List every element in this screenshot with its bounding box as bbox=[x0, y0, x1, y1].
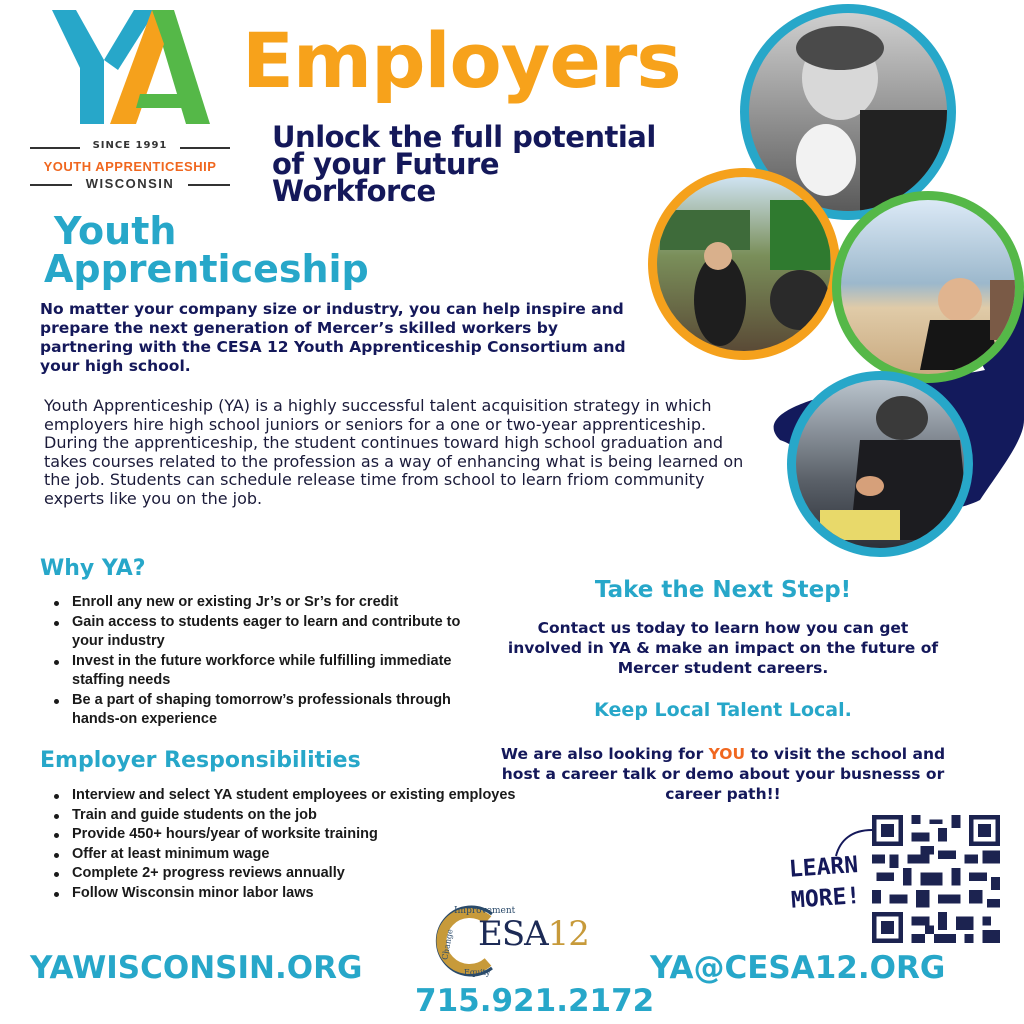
subtitle-line: Unlock the full potential bbox=[272, 120, 656, 154]
employer-responsibilities-heading: Employer Responsibilities bbox=[40, 748, 361, 773]
website-link[interactable]: YAWISCONSIN.ORG bbox=[30, 950, 363, 986]
cesa-number: 12 bbox=[547, 914, 589, 954]
page-subtitle bbox=[272, 120, 692, 208]
cesa-letters: ESA bbox=[478, 914, 548, 954]
ya-logo-icon bbox=[52, 8, 212, 126]
why-ya-heading: Why YA? bbox=[40, 556, 146, 581]
visit-text-you: YOU bbox=[708, 745, 746, 763]
list-item: Complete 2+ progress reviews annually bbox=[40, 864, 520, 884]
list-item: Gain access to students eager to learn and contribute to your industry bbox=[40, 613, 490, 652]
list-item: Invest in the future workforce while fulfilling immediate staffing needs bbox=[40, 652, 490, 691]
list-item: Follow Wisconsin minor labor laws bbox=[40, 884, 520, 904]
subtitle-line: Workforce bbox=[272, 174, 436, 208]
qr-code-icon[interactable] bbox=[872, 815, 1000, 943]
learn-more-line: LEARN bbox=[788, 852, 859, 883]
intro-body-paragraph: Youth Apprenticeship (YA) is a highly successful talent acquisition strategy in which employers hire high school juniors or seniors for a one or two-year apprenticeship. During the apprenticeship, the student continues toward high school graduation and takes courses related to the profession as a way of enhancing what is being learned on the job. Students can schedule release time from school to learn friom community experts like you on the job. bbox=[44, 396, 744, 508]
student-at-beach-photo bbox=[832, 191, 1024, 383]
page-title: Employers bbox=[242, 16, 681, 105]
student-welding-photo bbox=[787, 371, 973, 557]
visit-school-paragraph bbox=[500, 744, 946, 804]
email-link[interactable]: YA@CESA12.ORG bbox=[650, 950, 946, 986]
ring-label-top: Improvement bbox=[454, 906, 516, 916]
logo-rule-bottom-right bbox=[188, 184, 230, 186]
logo-youth-apprenticeship-text: YOUTH APPRENTICESHIP bbox=[43, 159, 217, 174]
photo-collage bbox=[640, 0, 1024, 580]
ring-label-bottom: Equity bbox=[464, 968, 491, 977]
contact-paragraph: Contact us today to learn how you can get involved in YA & make an impact on the future of Mercer student careers. bbox=[507, 619, 939, 677]
ring-label-left: Change bbox=[440, 928, 455, 961]
visit-text-start: We are also looking for bbox=[500, 745, 709, 763]
keep-local-heading: Keep Local Talent Local. bbox=[594, 699, 852, 721]
visit-text-end: to visit the school and host a career talk or demo about your busnesss or career path!! bbox=[501, 745, 946, 803]
list-item: Offer at least minimum wage bbox=[40, 845, 520, 865]
phone-number[interactable]: 715.921.2172 bbox=[415, 983, 655, 1019]
youth-apprenticeship-heading bbox=[44, 209, 464, 291]
list-item: Interview and select YA student employees or existing employes bbox=[40, 786, 520, 806]
why-ya-list bbox=[40, 593, 490, 730]
next-step-heading: Take the Next Step! bbox=[594, 577, 852, 603]
logo-wisconsin-text: WISCONSIN bbox=[85, 176, 175, 191]
subtitle-line: of your Future bbox=[272, 147, 499, 181]
learn-more-line: MORE! bbox=[790, 882, 862, 914]
cesa-wordmark bbox=[478, 914, 589, 954]
logo-rule-bottom-left bbox=[30, 184, 72, 186]
intro-bold-paragraph: No matter your company size or industry, you can help inspire and prepare the next generation of Mercer’s skilled workers by partnering with the CESA 12 Youth Apprenticeship Consortium and your high school. bbox=[40, 300, 626, 375]
ya-wisconsin-logo bbox=[30, 8, 240, 198]
list-item: Train and guide students on the job bbox=[40, 806, 520, 826]
list-item: Be a part of shaping tomorrow’s professionals through hands-on experience bbox=[40, 691, 490, 730]
logo-since-text: SINCE 1991 bbox=[92, 140, 168, 151]
heading-line: Youth bbox=[54, 209, 177, 253]
list-item: Provide 450+ hours/year of worksite training bbox=[40, 825, 520, 845]
heading-line: Apprenticeship bbox=[44, 247, 369, 291]
cesa12-logo bbox=[430, 900, 600, 982]
student-with-tractor-photo bbox=[648, 168, 840, 360]
employer-responsibilities-list bbox=[40, 786, 520, 903]
list-item: Enroll any new or existing Jr’s or Sr’s for credit bbox=[40, 593, 490, 613]
